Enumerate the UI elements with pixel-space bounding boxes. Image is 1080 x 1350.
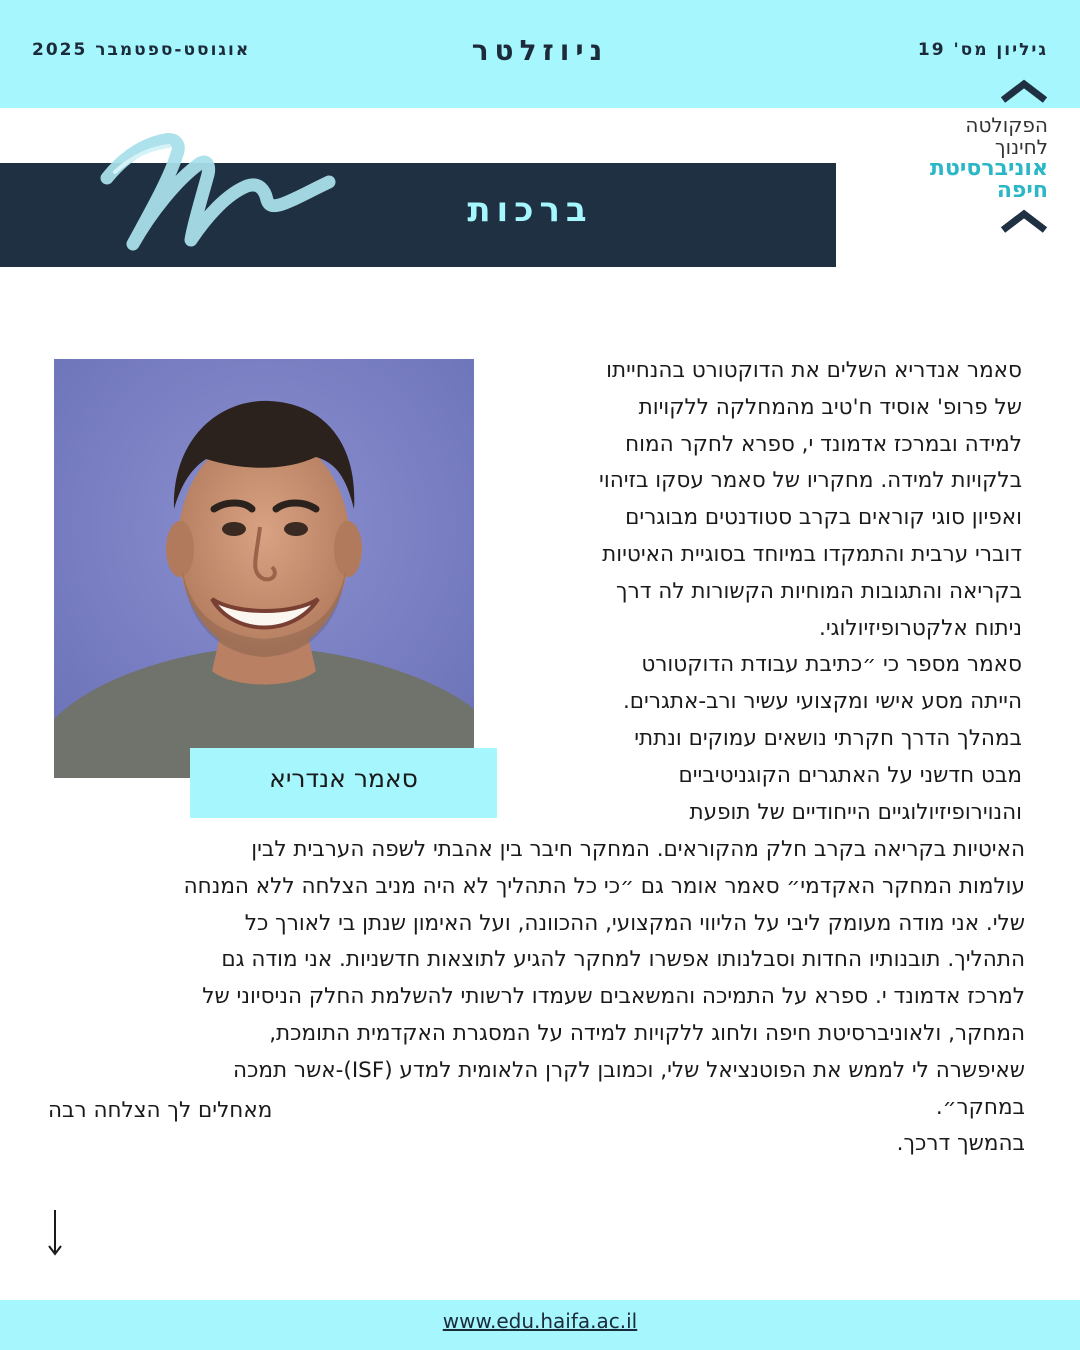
- logo-haifa-label: חיפה: [996, 178, 1048, 203]
- article-line: ואפיון סוגי קוראים בקרב סטודנטים מבוגרים: [625, 505, 1022, 531]
- portrait-photo: [54, 359, 474, 778]
- section-title: ברכות: [467, 190, 593, 230]
- logo-chevron-up-icon: [1000, 208, 1048, 234]
- brush-scribble-icon: [95, 120, 345, 260]
- logo-faculty-label: הפקולטה: [965, 113, 1048, 137]
- article-line: האיטיות בקריאה בקרב חלק מהקוראים. המחקר חיבר בין אהבתי לשפה הערבית לבין: [251, 837, 1025, 862]
- newsletter-title: ניוזלטר: [471, 34, 609, 67]
- article-line: ניתוח אלקטרופיזיולוגי.: [819, 615, 1022, 641]
- article-line: למרכז אדמונד י. ספרא על התמיכה והמשאבים שעמדו לרשותי להשלמת החלק הניסיוני של: [202, 984, 1025, 1010]
- arrow-down-icon: [44, 1208, 66, 1258]
- article-text-top: [599, 353, 1022, 831]
- issue-date: אוגוסט-ספטמבר 2025: [32, 40, 251, 60]
- article-line: למידה ובמרכז אדמונד י, ספרא לחקר המוח: [625, 431, 1022, 457]
- article-line: בקריאה והתגובות המוחיות הקשורות לה דרך: [616, 578, 1022, 604]
- issue-number: גיליון מס' 19: [917, 40, 1048, 60]
- article-line: המחקר, ולאוניברסיטת חיפה ולחוג ללקויות למידה על המסגרת האקדמית התומכת,: [269, 1020, 1025, 1046]
- logo-university-label: אוניברסיטת: [929, 156, 1048, 181]
- closing-wish: מאחלים לך הצלחה רבה: [48, 1098, 273, 1123]
- article-line: בלקויות למידה. מחקריו של סאמר עסקו בזיהוי: [599, 468, 1022, 494]
- university-logo: [888, 114, 1048, 202]
- article-line: בהמשך דרכך.: [896, 1131, 1025, 1157]
- article-line: עולמות המחקר האקדמי״ סאמר אומר גם ״כי כל התהליך לא היה מניב הצלחה ללא המנחה: [183, 873, 1025, 899]
- article-line: והנוירופיזיולוגיים הייחודיים של תופעת: [689, 799, 1022, 825]
- article-line: סאמר אנדריא השלים את הדוקטורט בהנחייתו: [606, 358, 1022, 383]
- article-text-bottom: [184, 832, 1025, 1163]
- logo-education-label: לחינוך: [994, 135, 1048, 159]
- article-line: סאמר מספר כי ״כתיבת עבודת הדוקטורט: [641, 652, 1022, 678]
- article-line: הייתה מסע אישי ומקצועי עשיר ורב-אתגרים.: [622, 689, 1022, 715]
- website-link[interactable]: www.edu.haifa.ac.il: [442, 1309, 638, 1333]
- article-line: במחקר״.: [935, 1094, 1025, 1120]
- article-line: מבט חדשני על האתגרים הקוגניטיביים: [678, 762, 1022, 788]
- article-line: דוברי ערבית והתמקדו במיוחד בסוגיית האיטיות: [602, 541, 1022, 567]
- article-line: שלי. אני מודה מעומק ליבי על הליווי המקצועי, ההכוונה, ועל האימון שנתן בי לאורך כל: [244, 910, 1025, 936]
- article-line: של פרופ' אוסיד ח'טיב מהמחלקה ללקויות: [638, 394, 1022, 420]
- article-line: במהלך הדרך חקרתי נושאים עמוקים ונתתי: [634, 725, 1022, 751]
- article-line: שאיפשרה לי לממש את הפוטנציאל שלי, וכמובן לקרן הלאומית למדע (ISF)-אשר תמכה: [232, 1057, 1025, 1083]
- article-line: התהליך. תובנותיו החדות וסבלנותו אפשרו למחקר להגיע לתוצאות חדשניות. אני מודה גם: [221, 947, 1025, 973]
- photo-caption: סאמר אנדריא: [269, 764, 418, 793]
- logo-chevron-up-icon: [1000, 78, 1048, 104]
